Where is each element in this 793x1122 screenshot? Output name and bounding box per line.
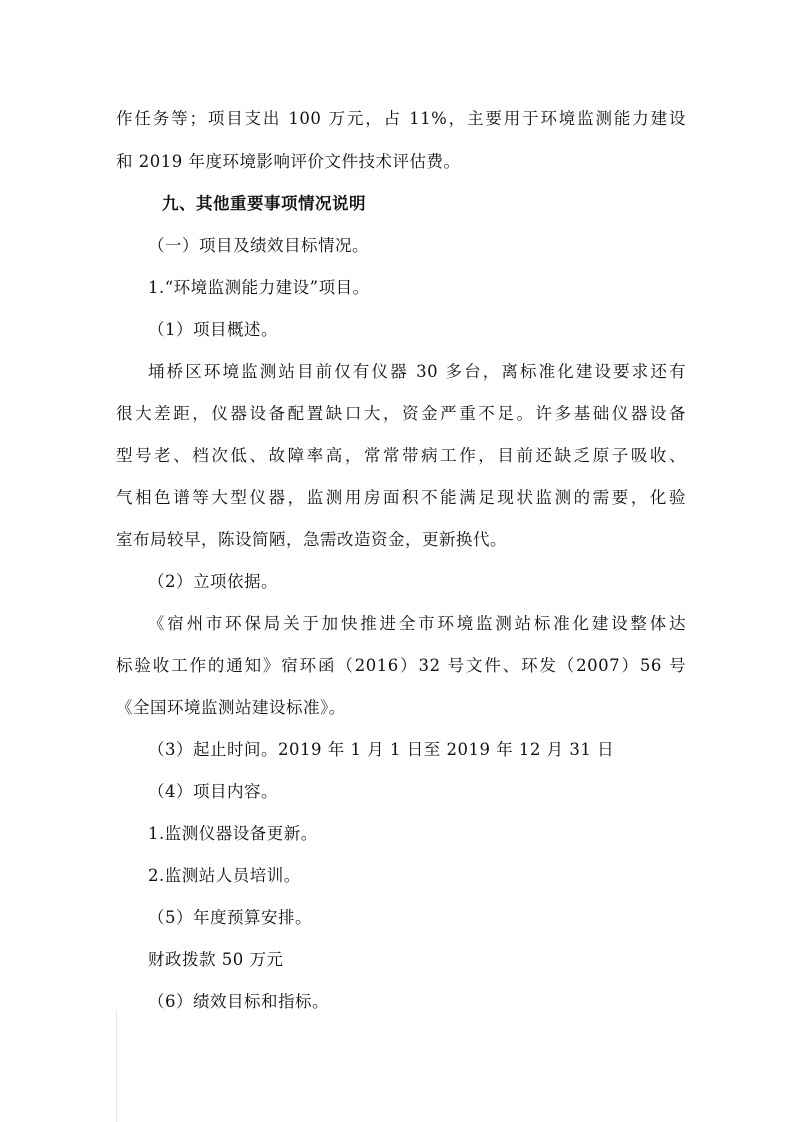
paragraph-line: 很大差距，仪器设备配置缺口大，资金严重不足。许多基础仪器设备 bbox=[116, 404, 686, 423]
item-subheading: （2）立项依据。 bbox=[148, 572, 278, 591]
list-item: 2.监测站人员培训。 bbox=[148, 866, 301, 885]
item-subheading: （4）项目内容。 bbox=[148, 782, 278, 801]
paragraph-line: 标验收工作的通知》宿环函（2016）32 号文件、环发（2007）56 号 bbox=[116, 656, 686, 675]
item-subheading: （1）项目概述。 bbox=[148, 320, 278, 339]
paragraph-line: 《宿州市环保局关于加快推进全市环境监测站标准化建设整体达 bbox=[148, 614, 686, 633]
item-heading: 1.“环境监测能力建设”项目。 bbox=[148, 278, 370, 297]
item-subheading: （5）年度预算安排。 bbox=[148, 908, 312, 927]
margin-rule bbox=[116, 1010, 117, 1122]
item-subheading: （3）起止时间。2019 年 1 月 1 日至 2019 年 12 月 31 日 bbox=[148, 740, 615, 759]
section-heading: 九、其他重要事项情况说明 bbox=[162, 194, 366, 213]
paragraph-line: 气相色谱等大型仪器，监测用房面积不能满足现状监测的需要，化验 bbox=[116, 488, 686, 507]
paragraph-line: 作任务等；项目支出 100 万元，占 11%，主要用于环境监测能力建设 bbox=[116, 109, 686, 128]
paragraph-line: 《全国环境监测站建设标准》。 bbox=[116, 698, 346, 717]
subsection-heading: （一）项目及绩效目标情况。 bbox=[148, 236, 369, 255]
paragraph-line: 室布局较早，陈设简陋，急需改造资金，更新换代。 bbox=[116, 530, 507, 549]
list-item: 1.监测仪器设备更新。 bbox=[148, 824, 318, 843]
paragraph-line: 财政拨款 50 万元 bbox=[148, 950, 284, 969]
paragraph-line: 埇桥区环境监测站目前仅有仪器 30 多台，离标准化建设要求还有 bbox=[148, 362, 686, 381]
item-subheading: （6）绩效目标和指标。 bbox=[148, 992, 329, 1011]
paragraph-line: 型号老、档次低、故障率高，常常带病工作，目前还缺乏原子吸收、 bbox=[116, 446, 686, 465]
paragraph-line: 和 2019 年度环境影响评价文件技术评估费。 bbox=[116, 152, 461, 171]
